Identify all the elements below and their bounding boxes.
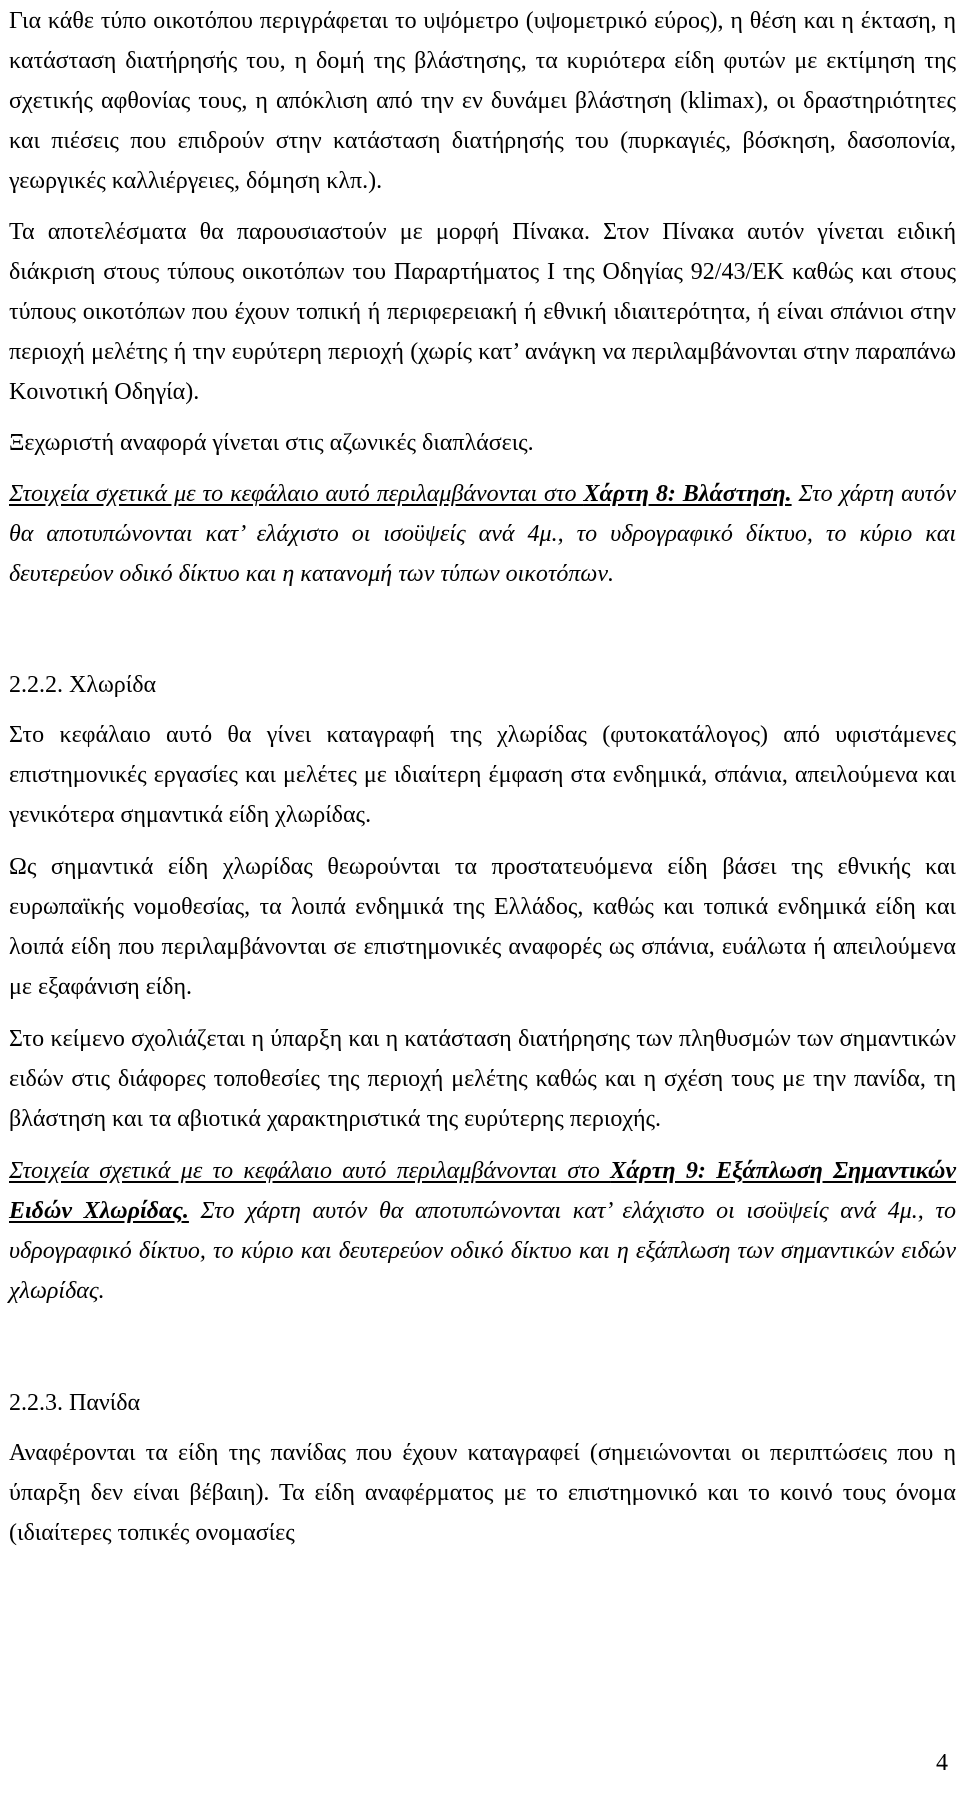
map-8-description: Στο χάρτη αυτόν θα αποτυπώνονται κατ’ ελάχιστο οι ισοϋψείς ανά 4μ., το υδρογραφικό δίκτυο, το κύριο και δευτερεύον οδικό δίκτυο και η κατανομή των τύπων οικοτόπων. (9, 481, 957, 587)
map-9-description: Στο χάρτη αυτόν θα αποτυπώνονται κατ’ ελάχιστο οι ισοϋψείς ανά 4μ., το υδρογραφικό δίκτυο, το κύριο και δευτερεύον οδικό δίκτυο και η εξάπλωση των σημαντικών ειδών χλωρίδας. (9, 1198, 957, 1304)
paragraph-population-status: Στο κείμενο σχολιάζεται η ύπαρξη και η κατάσταση διατήρησης των πληθυσμών των σημαντικών ειδών στις διάφορες τοποθεσίες της περιοχή μελέτης καθώς και η σχέση τους με την πανίδα, τη βλάστηση και τα αβιοτικά χαρακτηριστικά της ευρύτερης περιοχής. (9, 1026, 956, 1132)
paragraph-map-9-note (9, 1151, 956, 1311)
document-page (9, 0, 956, 1553)
paragraph-map-8-note (9, 474, 956, 594)
map-9-title: Χάρτη 9: Εξάπλωση Σημαντικών Ειδών Χλωρίδας. (9, 1158, 956, 1224)
section-heading-flora: 2.2.2. Χλωρίδα (9, 672, 157, 698)
map-9-intro: Στοιχεία σχετικά με το κεφάλαιο αυτό περιλαμβάνονται στο (9, 1158, 611, 1184)
paragraph-azonal-formations: Ξεχωριστή αναφορά γίνεται στις αζωνικές διαπλάσεις. (9, 430, 534, 456)
paragraph-results-table: Τα αποτελέσματα θα παρουσιαστούν με μορφή Πίνακα. Στον Πίνακα αυτόν γίνεται ειδική διάκριση στους τύπους οικοτόπων του Παραρτήματος Ι της Οδηγίας 92/43/ΕΚ καθώς και στους τύπους οικοτόπων που έχουν τοπική ή περιφερειακή ή εθνική ιδιαιτερότητα, ή είναι σπάνιοι στην περιοχή μελέτης ή την ευρύτερη περιοχή (χωρίς κατ’ ανάγκη να περιλαμβάνονται στην παραπάνω Κοινοτική Οδηγία). (9, 219, 956, 405)
map-8-title: Χάρτη 8: Βλάστηση. (583, 481, 792, 507)
paragraph-flora-recording: Στο κεφάλαιο αυτό θα γίνει καταγραφή της χλωρίδας (φυτοκατάλογος) από υφιστάμενες επιστημονικές εργασίες και μελέτες με ιδιαίτερη έμφαση στα ενδημικά, σπάνια, απειλούμενα και γενικότερα σημαντικά είδη χλωρίδας. (9, 722, 956, 828)
page-number: 4 (936, 1750, 948, 1776)
paragraph-habitat-description: Για κάθε τύπο οικοτόπου περιγράφεται το υψόμετρο (υψομετρικό εύρος), η θέση και η έκταση, η κατάσταση διατήρησής του, η δομή της βλάστησης, τα κυριότερα είδη φυτών με εκτίμηση της σχετικής αφθονίας τους, η απόκλιση από την εν δυνάμει βλάστηση (klimax), οι δραστηριότητες και πιέσεις που επιδρούν στην κατάσταση διατήρησής του (πυρκαγιές, βόσκηση, δασοπονία, γεωργικές καλλιέργειες, δόμηση κλπ.). (9, 8, 956, 194)
map-8-intro: Στοιχεία σχετικά με το κεφάλαιο αυτό περιλαμβάνονται στο (9, 481, 584, 507)
section-heading-fauna: 2.2.3. Πανίδα (9, 1390, 141, 1416)
paragraph-fauna-species: Αναφέρονται τα είδη της πανίδας που έχουν καταγραφεί (σημειώνονται οι περιπτώσεις που η ύπαρξη δεν είναι βέβαιη). Τα είδη αναφέρματος με το επιστημονικό και το κοινό τους όνομα (ιδιαίτερες τοπικές ονομασίες (9, 1440, 956, 1546)
paragraph-important-species: Ως σημαντικά είδη χλωρίδας θεωρούνται τα προστατευόμενα είδη βάσει της εθνικής και ευρωπαϊκής νομοθεσίας, τα λοιπά ενδημικά της Ελλάδος, καθώς και τοπικά ενδημικά είδη και λοιπά είδη που περιλαμβάνονται σε επιστημονικές αναφορές ως σπάνια, ευάλωτα ή απειλούμενα με εξαφάνιση είδη. (9, 854, 956, 1000)
